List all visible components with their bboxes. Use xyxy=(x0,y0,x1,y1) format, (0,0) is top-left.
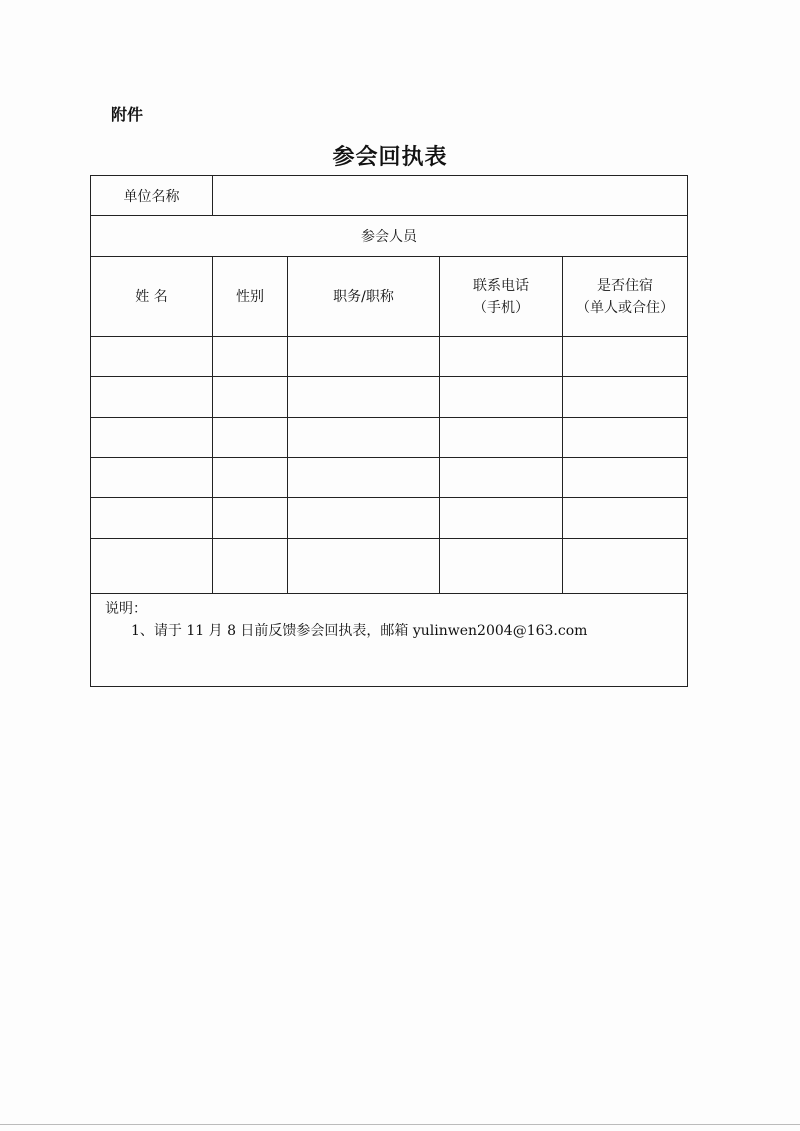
gender-cell[interactable] xyxy=(213,498,288,538)
table-row xyxy=(91,539,687,594)
phone-cell[interactable] xyxy=(440,418,563,457)
gender-cell[interactable] xyxy=(213,337,288,376)
column-header-accommodation: 是否住宿 （单人或合住） xyxy=(576,277,674,316)
accommodation-cell[interactable] xyxy=(563,337,687,376)
name-cell[interactable] xyxy=(91,539,213,593)
attachment-label: 附件 xyxy=(111,105,144,124)
column-header-gender: 性别 xyxy=(213,257,288,336)
table-row xyxy=(91,337,687,377)
accommodation-cell[interactable] xyxy=(563,458,687,497)
unit-name-field[interactable] xyxy=(213,176,687,215)
gender-cell[interactable] xyxy=(213,539,288,593)
position-cell[interactable] xyxy=(288,539,440,593)
name-cell[interactable] xyxy=(91,418,213,457)
accommodation-cell[interactable] xyxy=(563,377,687,417)
notes-label: 说明： xyxy=(105,601,147,617)
name-cell[interactable] xyxy=(91,458,213,497)
column-header-phone: 联系电话 （手机） xyxy=(440,257,563,336)
unit-name-row xyxy=(91,176,687,216)
phone-cell[interactable] xyxy=(440,498,563,538)
table-row xyxy=(91,377,687,418)
registration-form xyxy=(90,175,688,687)
gender-cell[interactable] xyxy=(213,458,288,497)
column-header-name: 姓 名 xyxy=(91,257,213,336)
table-row xyxy=(91,458,687,498)
name-cell[interactable] xyxy=(91,337,213,376)
position-cell[interactable] xyxy=(288,337,440,376)
position-cell[interactable] xyxy=(288,377,440,417)
table-row xyxy=(91,418,687,458)
name-cell[interactable] xyxy=(91,498,213,538)
phone-cell[interactable] xyxy=(440,458,563,497)
position-cell[interactable] xyxy=(288,458,440,497)
page-edge-line xyxy=(0,1124,800,1125)
phone-cell[interactable] xyxy=(440,539,563,593)
position-cell[interactable] xyxy=(288,418,440,457)
table-header-row xyxy=(91,257,687,337)
column-header-position: 职务/职称 xyxy=(288,257,440,336)
position-cell[interactable] xyxy=(288,498,440,538)
phone-cell[interactable] xyxy=(440,337,563,376)
accommodation-cell[interactable] xyxy=(563,418,687,457)
section-row xyxy=(91,216,687,257)
notes-section xyxy=(91,594,687,686)
gender-cell[interactable] xyxy=(213,377,288,417)
accommodation-cell[interactable] xyxy=(563,498,687,538)
accommodation-cell[interactable] xyxy=(563,539,687,593)
section-label: 参会人员 xyxy=(361,229,417,245)
name-cell[interactable] xyxy=(91,377,213,417)
notes-item: 1、请于 11 月 8 日前反馈参会回执表，邮箱 yulinwen2004@163.com xyxy=(131,623,588,639)
page-title: 参会回执表 xyxy=(332,145,448,170)
phone-cell[interactable] xyxy=(440,377,563,417)
unit-name-label: 单位名称 xyxy=(91,176,213,215)
gender-cell[interactable] xyxy=(213,418,288,457)
table-row xyxy=(91,498,687,539)
